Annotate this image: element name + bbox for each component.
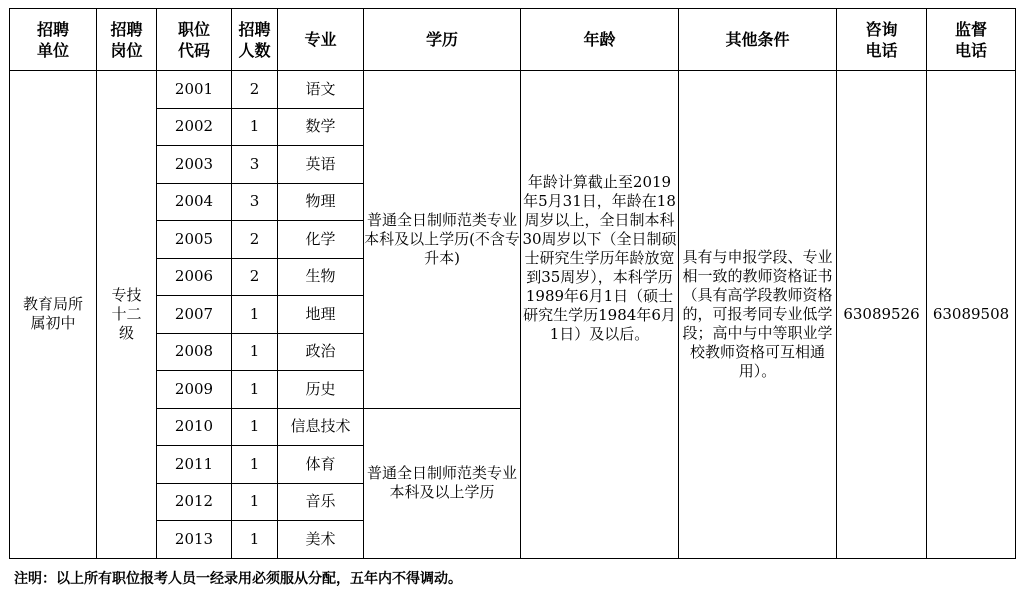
supervise-phone-cell: 63089508 (927, 71, 1016, 559)
major-cell: 化学 (278, 221, 364, 259)
code-cell: 2010 (157, 408, 232, 446)
major-cell: 历史 (278, 371, 364, 409)
code-cell: 2007 (157, 296, 232, 334)
count-cell: 1 (232, 521, 278, 559)
major-cell: 物理 (278, 183, 364, 221)
major-cell: 信息技术 (278, 408, 364, 446)
unit-cell: 教育局所属初中 (10, 71, 97, 559)
code-cell: 2003 (157, 146, 232, 184)
count-cell: 3 (232, 146, 278, 184)
header-other: 其他条件 (679, 9, 837, 71)
count-cell: 1 (232, 296, 278, 334)
major-cell: 美术 (278, 521, 364, 559)
code-cell: 2002 (157, 108, 232, 146)
major-cell: 生物 (278, 258, 364, 296)
code-cell: 2001 (157, 71, 232, 109)
count-cell: 2 (232, 71, 278, 109)
post-cell: 专技十二级 (97, 71, 157, 559)
header-row (10, 9, 1016, 71)
count-cell: 1 (232, 408, 278, 446)
header-code: 职位 代码 (157, 9, 232, 71)
other-conditions-cell: 具有与申报学段、专业相一致的教师资格证书（具有高学段教师资格的，可报考同专业低学段；高中与中等职业学校教师资格可互相通用）。 (679, 71, 837, 559)
header-supervise-phone: 监督 电话 (927, 9, 1016, 71)
code-cell: 2008 (157, 333, 232, 371)
header-consult-phone: 咨询 电话 (837, 9, 927, 71)
count-cell: 1 (232, 371, 278, 409)
header-unit: 招聘 单位 (10, 9, 97, 71)
recruitment-table (9, 8, 1016, 559)
count-cell: 2 (232, 221, 278, 259)
major-cell: 体育 (278, 446, 364, 484)
education-cell-2: 普通全日制师范类专业本科及以上学历 (364, 408, 521, 558)
count-cell: 2 (232, 258, 278, 296)
consult-phone-cell: 63089526 (837, 71, 927, 559)
count-cell: 1 (232, 108, 278, 146)
code-cell: 2013 (157, 521, 232, 559)
major-cell: 地理 (278, 296, 364, 334)
education-cell-1: 普通全日制师范类专业本科及以上学历(不含专升本) (364, 71, 521, 409)
count-cell: 1 (232, 446, 278, 484)
header-age: 年龄 (521, 9, 679, 71)
footnote: 注明：以上所有职位报考人员一经录用必须服从分配，五年内不得调动。 (14, 571, 462, 587)
code-cell: 2006 (157, 258, 232, 296)
header-education: 学历 (364, 9, 521, 71)
major-cell: 音乐 (278, 483, 364, 521)
code-cell: 2012 (157, 483, 232, 521)
age-cell: 年龄计算截止至2019年5月31日，年龄在18周岁以上，全日制本科30周岁以下（全日制硕士研究生学历年龄放宽到35周岁），本科学历1989年6月1日（硕士研究生学历1984年6月1日）及以后。 (521, 71, 679, 559)
major-cell: 语文 (278, 71, 364, 109)
count-cell: 3 (232, 183, 278, 221)
code-cell: 2005 (157, 221, 232, 259)
code-cell: 2004 (157, 183, 232, 221)
table-row (10, 71, 1016, 109)
header-major: 专业 (278, 9, 364, 71)
count-cell: 1 (232, 333, 278, 371)
count-cell: 1 (232, 483, 278, 521)
header-post: 招聘 岗位 (97, 9, 157, 71)
code-cell: 2009 (157, 371, 232, 409)
major-cell: 数学 (278, 108, 364, 146)
code-cell: 2011 (157, 446, 232, 484)
header-count: 招聘 人数 (232, 9, 278, 71)
major-cell: 英语 (278, 146, 364, 184)
major-cell: 政治 (278, 333, 364, 371)
